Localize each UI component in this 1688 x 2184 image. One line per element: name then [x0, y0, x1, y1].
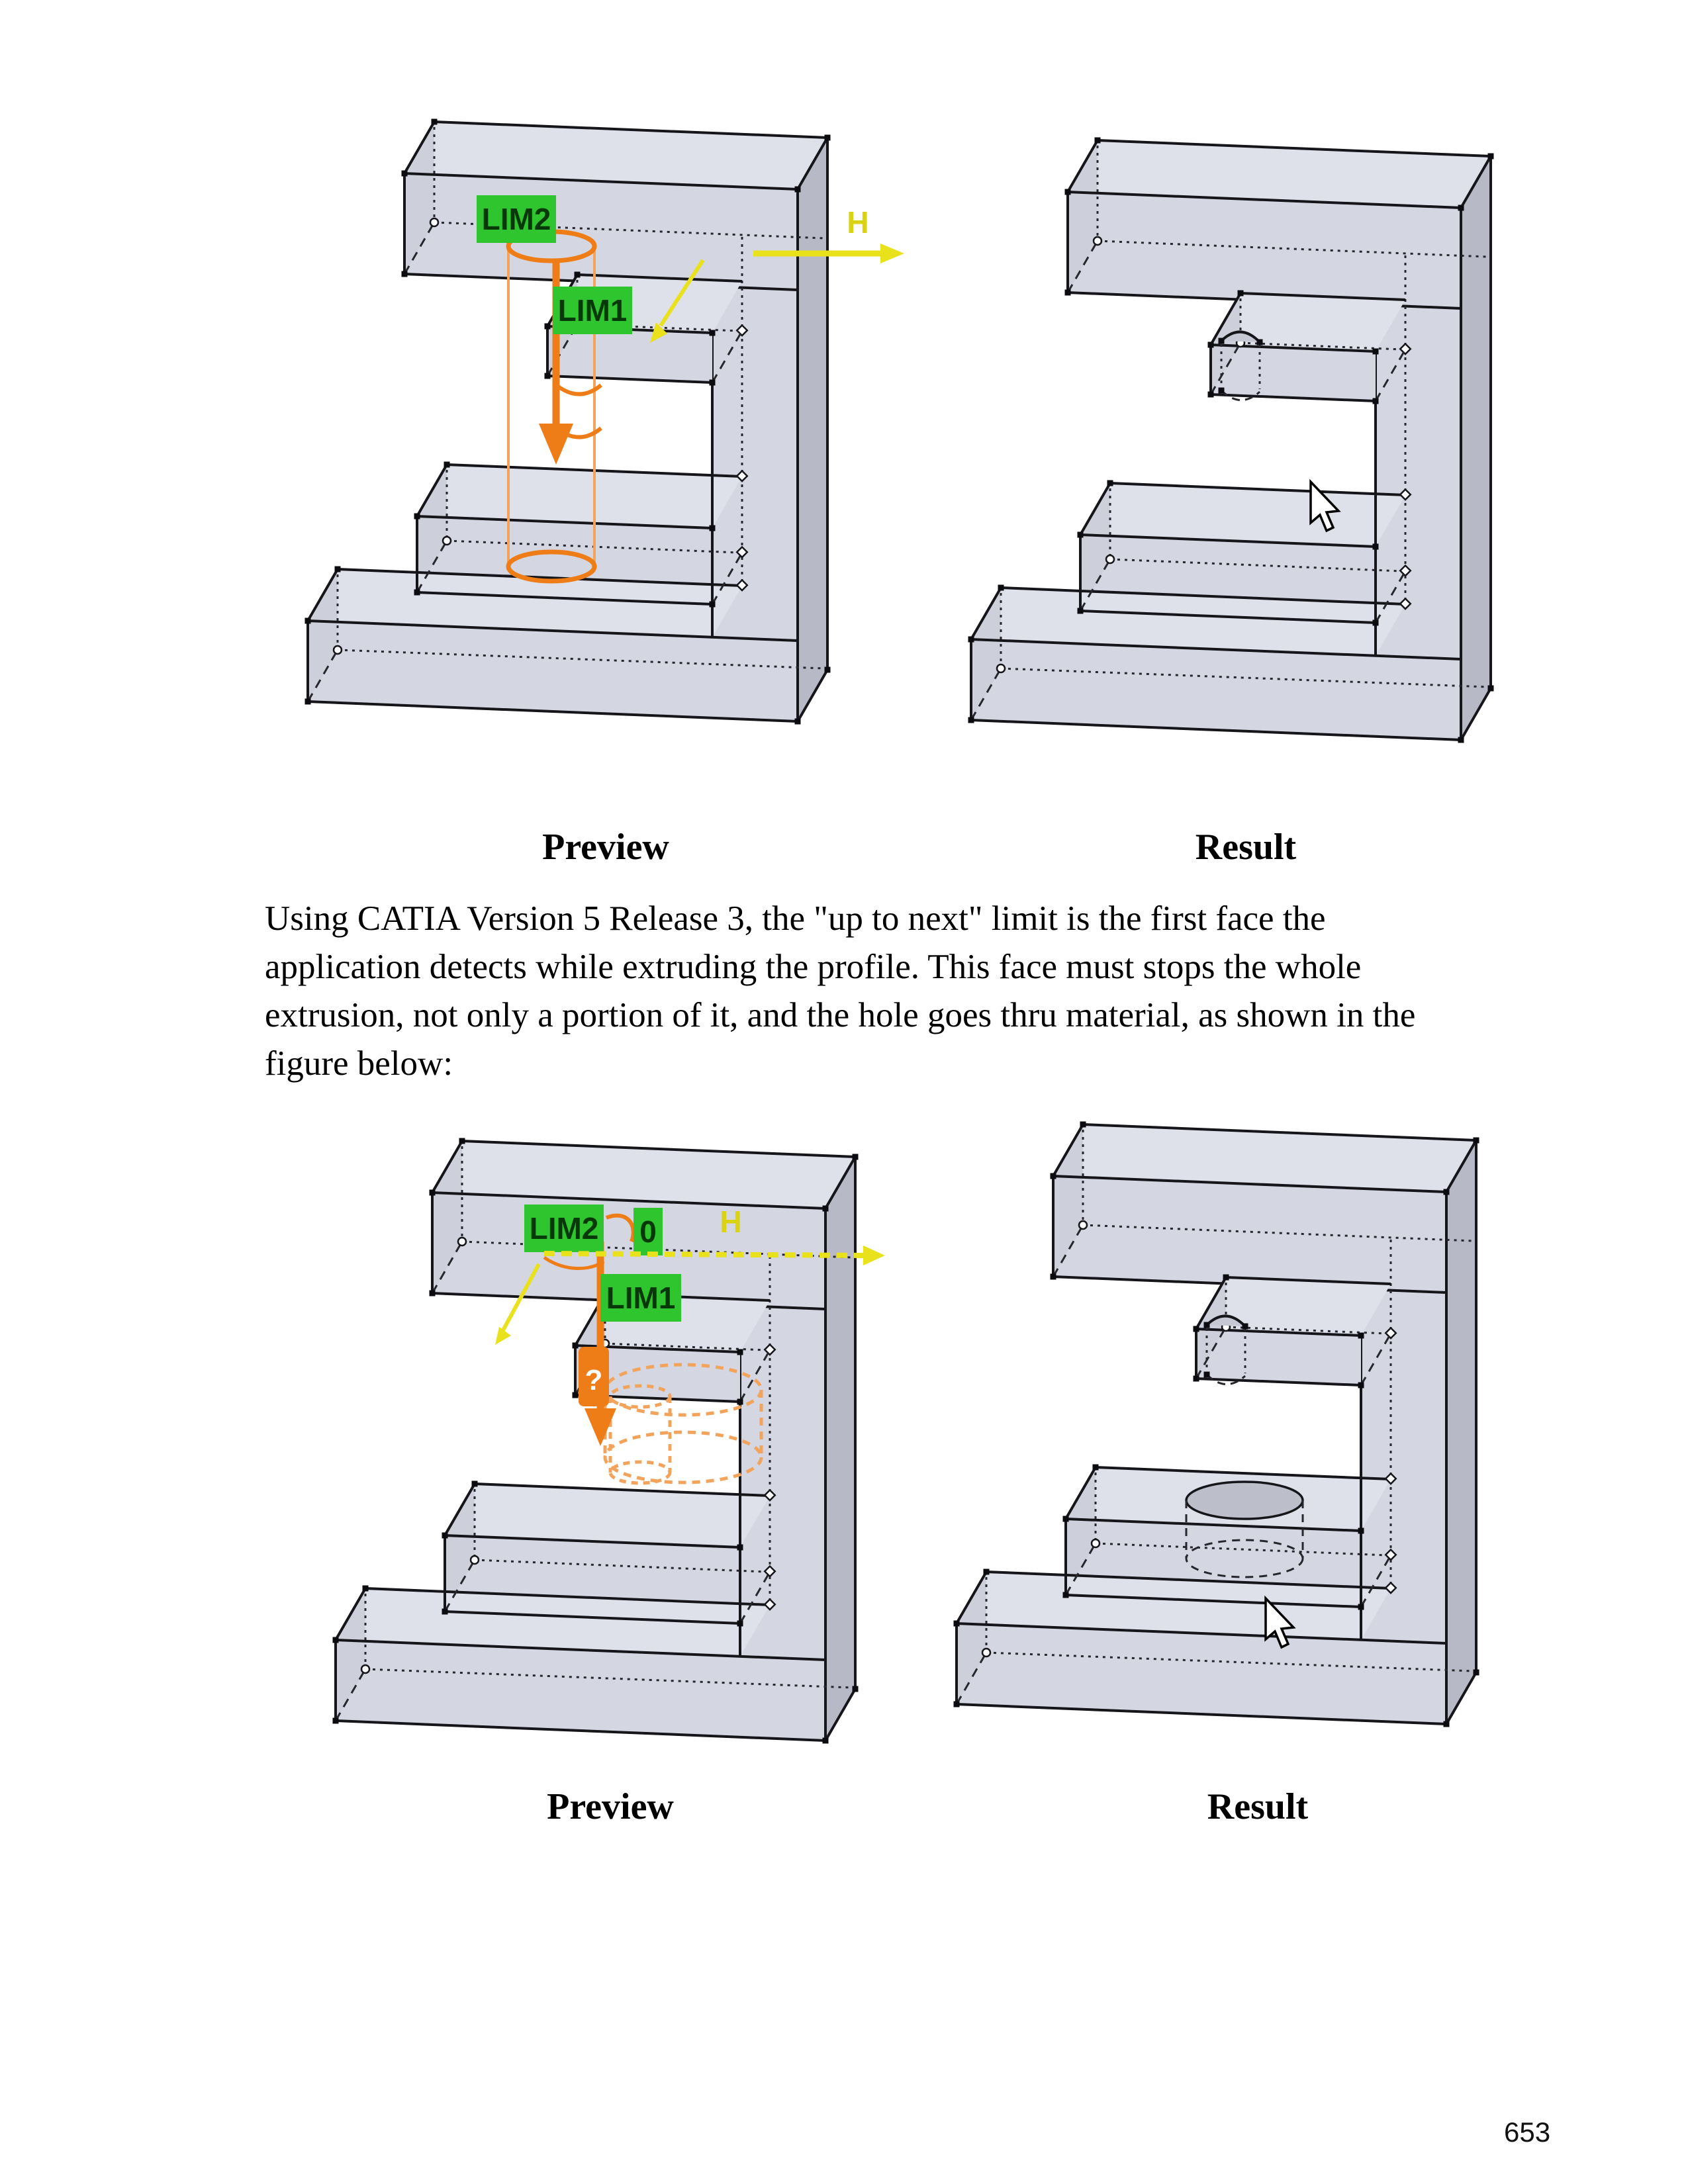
caption-result-2: Result	[1207, 1786, 1309, 1827]
lim2-label: LIM2	[529, 1211, 599, 1246]
caption-preview-2: Preview	[547, 1786, 674, 1827]
paragraph-line: Using CATIA Version 5 Release 3, the "up to next" limit is the first face the	[265, 899, 1326, 938]
h-axis-label: H	[720, 1205, 742, 1239]
paragraph-line: figure below:	[265, 1044, 453, 1083]
body-paragraph	[265, 895, 1562, 1088]
lim1-label: LIM1	[557, 293, 628, 328]
h-axis-label: H	[847, 205, 869, 240]
caption-result-1: Result	[1195, 827, 1297, 868]
offset-value-label: 0	[639, 1214, 657, 1249]
figure-result-1	[968, 138, 1494, 743]
paragraph-line: extrusion, not only a portion of it, and the hole goes thru material, as shown in the	[265, 996, 1416, 1034]
lim1-label: LIM1	[606, 1281, 676, 1315]
handle-question-label: ?	[585, 1364, 603, 1396]
caption-preview-1: Preview	[542, 827, 669, 868]
page-number: 653	[1504, 2116, 1551, 2148]
lim2-label: LIM2	[481, 202, 551, 236]
paragraph-line: application detects while extruding the profile. This face must stops the whole	[265, 948, 1362, 986]
figure-preview-1	[305, 119, 905, 725]
figure-preview-2	[333, 1138, 886, 1744]
figure-result-2	[954, 1122, 1479, 1727]
